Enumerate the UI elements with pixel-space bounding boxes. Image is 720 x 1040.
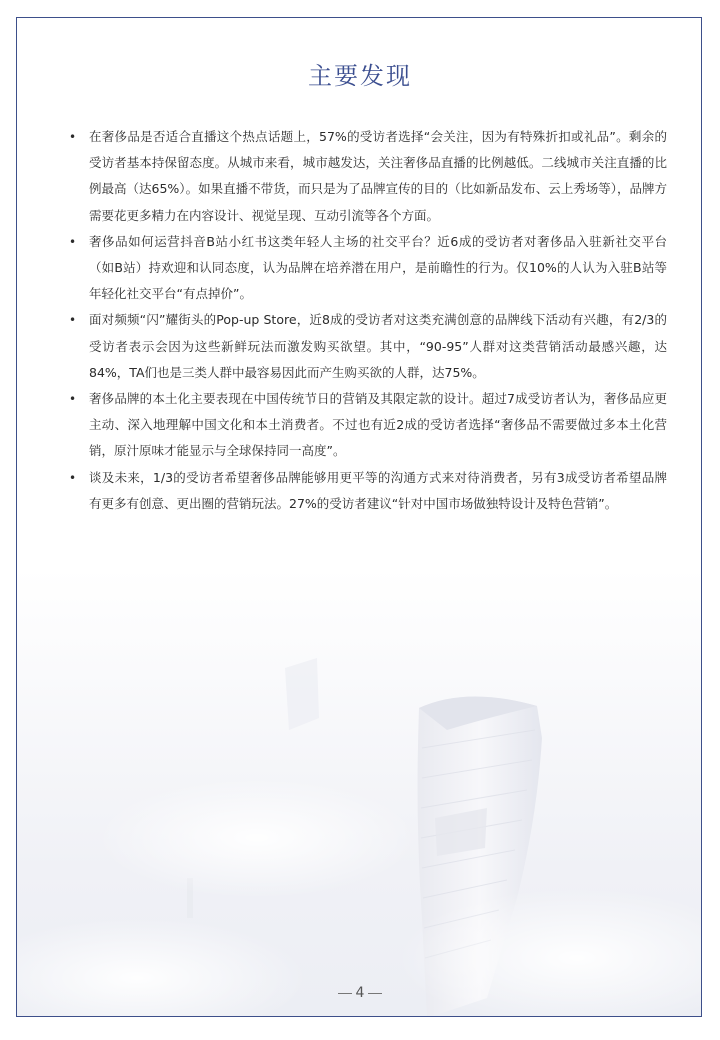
finding-item — [67, 229, 667, 308]
bullet-icon: • — [69, 130, 77, 144]
finding-text: 谈及未来，1/3的受访者希望奢侈品牌能够用更平等的沟通方式来对待消费者，另有3成受访者希望品牌有更多有创意、更出圈的营销玩法。27%的受访者建议“针对中国市场做独特设计及特色营销”。 — [89, 469, 667, 511]
bullet-icon: • — [69, 392, 77, 407]
page-frame — [16, 17, 702, 1017]
findings-list — [67, 124, 667, 517]
page-number: 4 — [355, 985, 365, 1001]
finding-text: 奢侈品如何运营抖音B站小红书这类年轻人主场的社交平台？近6成的受访者对奢侈品入驻新社交平台（如B站）持欢迎和认同态度，认为品牌在培养潜在用户，是前瞻性的行为。仅10%的人认为入驻B站等年轻化社交平台“有点掉价”。 — [89, 233, 667, 302]
finding-item — [67, 465, 667, 517]
bullet-icon: • — [69, 470, 77, 485]
bullet-icon: • — [69, 313, 77, 328]
page-title: 主要发现 — [308, 62, 412, 90]
left-dash-divider — [338, 993, 352, 994]
finding-item — [67, 386, 667, 465]
right-dash-divider — [368, 993, 382, 994]
page-number-footer — [17, 985, 702, 1001]
finding-text: 奢侈品牌的本土化主要表现在中国传统节日的营销及其限定款的设计。超过7成受访者认为，奢侈品应更主动、深入地理解中国文化和本土消费者。不过也有近2成的受访者选择“奢侈品不需要做过多本土化营销，原汁原味才能显示与全球保持同一高度”。 — [89, 391, 667, 459]
bullet-icon: • — [69, 234, 77, 249]
finding-text: 面对频频“闪”耀街头的Pop-up Store，近8成的受访者对这类充满创意的品牌线下活动有兴趣，有2/3的受访者表示会因为这些新鲜玩法而激发购买欲望。其中，“90-95”人群对这类营销活动最感兴趣，达84%，TA们也是三类人群中最容易因此而产生购买欲的人群，达75%。 — [89, 312, 667, 380]
finding-item — [67, 307, 667, 386]
finding-item — [67, 124, 667, 229]
finding-text: 在奢侈品是否适合直播这个热点话题上，57%的受访者选择“会关注，因为有特殊折扣或礼品”。剩余的受访者基本持保留态度。从城市来看，城市越发达，关注奢侈品直播的比例越低。二线城市关注直播的比例最高（达65%）。如果直播不带货，而只是为了品牌宣传的目的（比如新品发布、云上秀场等），品牌方需要花更多精力在内容设计、视觉呈现、互动引流等各个方面。 — [89, 129, 667, 223]
